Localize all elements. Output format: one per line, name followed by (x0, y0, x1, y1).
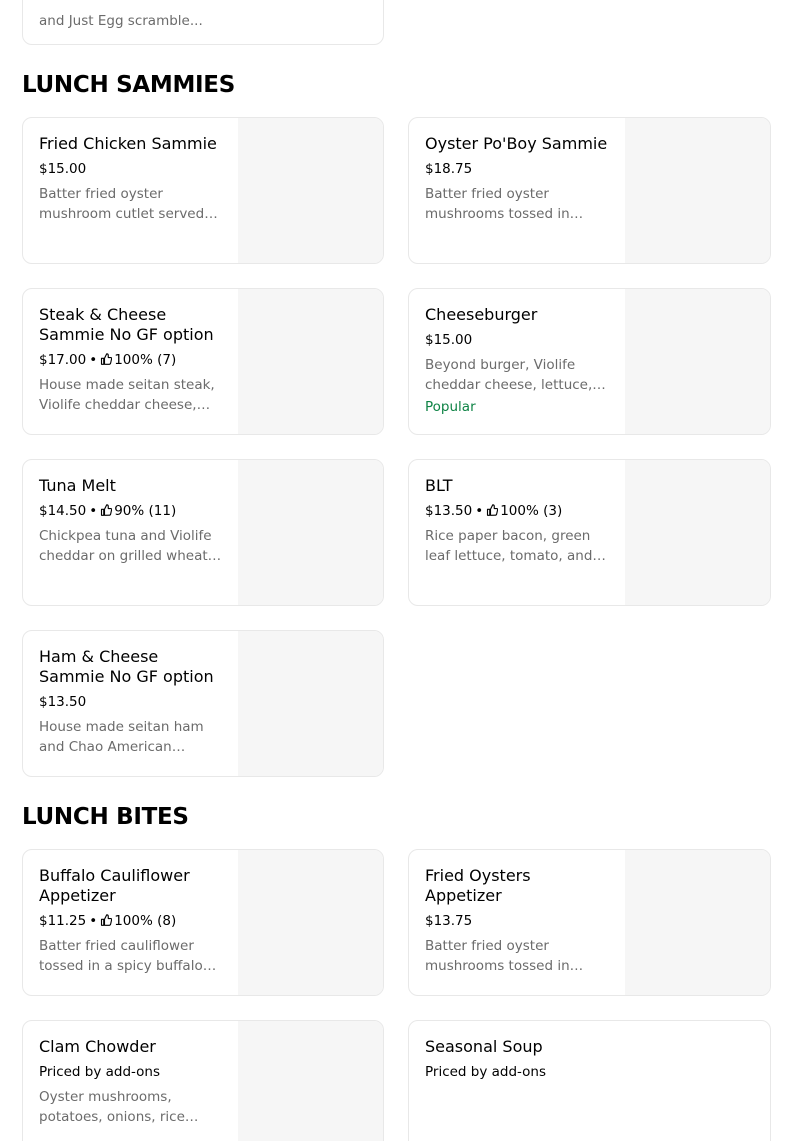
menu-item-name: Fried Chicken Sammie (39, 134, 217, 153)
menu-item-description: Batter fried oyster mushrooms tossed in (425, 938, 570, 974)
menu-item-image (625, 850, 770, 995)
menu-item-image (625, 118, 770, 263)
menu-item-price: $18.75 (425, 161, 473, 177)
menu-item-card[interactable] (22, 849, 384, 996)
menu-item-price: Priced by add-ons (425, 1064, 547, 1080)
menu-item-name: Clam Chowder (39, 1037, 156, 1056)
menu-item-name: Cheeseburger (425, 305, 538, 324)
menu-item-card[interactable] (22, 630, 384, 777)
popular-badge: Popular (425, 399, 476, 415)
menu-item-price: $13.50 (39, 694, 87, 710)
menu-item-description: Batter fried oyster mushrooms tossed in (425, 186, 570, 222)
menu-item-card[interactable] (22, 288, 384, 435)
menu-item-image (238, 1021, 383, 1141)
menu-item-name: BLT (425, 476, 453, 495)
menu-item-card[interactable] (408, 1020, 771, 1141)
menu-item-description: House made seitan ham and Chao American (39, 719, 204, 755)
thumbs-up-icon (100, 914, 112, 926)
menu-item-card[interactable] (408, 459, 771, 606)
menu-item-name: Oyster Po'Boy Sammie (425, 134, 608, 153)
menu-item-description: Beyond burger, Violife cheddar cheese, lettuce, (425, 357, 593, 393)
menu-item-description: Chickpea tuna and Violife cheddar on grilled wheat (39, 528, 212, 564)
menu-item-description: Batter fried oyster mushroom cutlet served (39, 186, 205, 222)
menu-item-name: Fried Oysters Appetizer (425, 866, 531, 905)
thumbs-up-icon (486, 504, 498, 516)
menu-item-description: Rice paper bacon, green leaf lettuce, tomato, and (425, 528, 593, 564)
section-title-lunch-sammies: LUNCH SAMMIES (22, 72, 235, 98)
menu-item-description: Oyster mushrooms, potatoes, onions, rice (39, 1089, 185, 1125)
menu-item-price: $15.00 (39, 161, 87, 177)
menu-item-image (238, 289, 383, 434)
menu-item-image (625, 460, 770, 605)
menu-item-image (625, 289, 770, 434)
menu-item-card[interactable] (408, 288, 771, 435)
menu-item-card[interactable] (22, 459, 384, 606)
menu-item-name: Seasonal Soup (425, 1037, 543, 1056)
menu-item-price-rating: $13.50 • 100% (3) (425, 503, 563, 519)
menu-item-description: Batter fried cauliflower tossed in a spicy buffalo (39, 938, 203, 974)
menu-item-price: $15.00 (425, 332, 473, 348)
menu-item-card[interactable] (408, 849, 771, 996)
menu-item-description: House made seitan steak, Violife cheddar cheese, (39, 377, 215, 413)
menu-item-description: and Just Egg scramble... (39, 13, 203, 29)
section-title-lunch-bites: LUNCH BITES (22, 804, 189, 830)
menu-item-name: Tuna Melt (39, 476, 116, 495)
menu-item-image (238, 631, 383, 776)
menu-item-price: $13.75 (425, 913, 473, 929)
menu-item-price-rating: $11.25 • 100% (8) (39, 913, 177, 929)
menu-item-price-rating: $17.00 • 100% (7) (39, 352, 177, 368)
menu-item-image (238, 850, 383, 995)
menu-item-card-partial[interactable] (22, 0, 384, 45)
menu-item-image (238, 460, 383, 605)
thumbs-up-icon (100, 504, 112, 516)
menu-item-card[interactable] (22, 117, 384, 264)
menu-item-image (238, 118, 383, 263)
menu-item-price: Priced by add-ons (39, 1064, 161, 1080)
menu-item-name: Steak & Cheese Sammie No GF option (39, 305, 214, 344)
menu-item-name: Ham & Cheese Sammie No GF option (39, 647, 214, 686)
menu-item-price-rating: $14.50 • 90% (11) (39, 503, 177, 519)
menu-item-name: Buffalo Cauliflower Appetizer (39, 866, 190, 905)
menu-item-card[interactable] (22, 1020, 384, 1141)
menu-item-card[interactable] (408, 117, 771, 264)
thumbs-up-icon (100, 353, 112, 365)
